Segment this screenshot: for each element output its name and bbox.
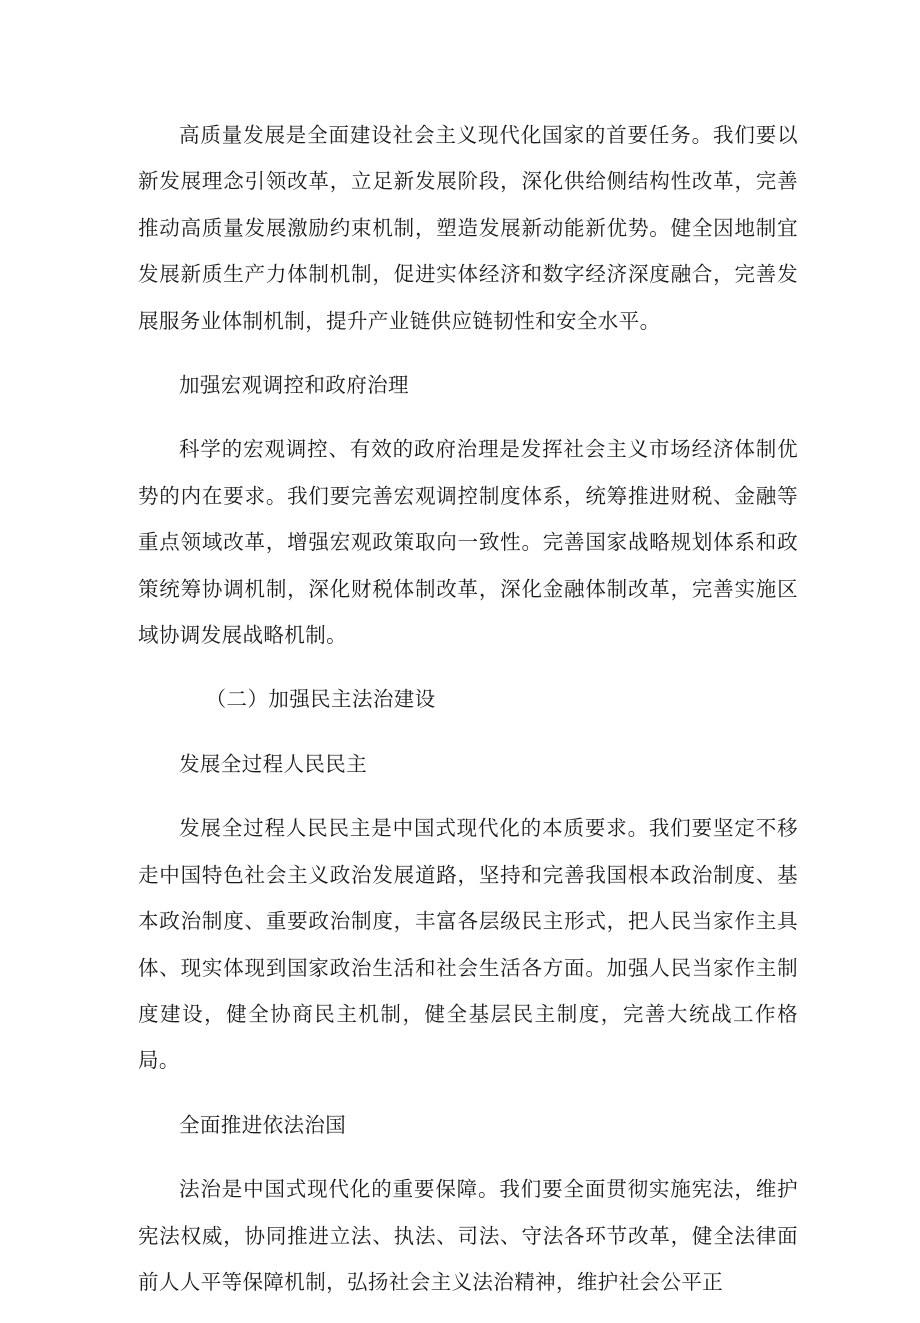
heading-macro-control: 加强宏观调控和政府治理 [179,373,409,398]
heading-whole-process-democracy: 发展全过程人民民主 [179,751,368,776]
paragraph-whole-process-democracy: 发展全过程人民民主是中国式现代化的本质要求。我们要坚定不移走中国特色社会主义政治发展道路，坚持和完善我国根本政治制度、基本政治制度、重要政治制度，丰富各层级民主形式，把人民当家作主具体、现实体现到国家政治生活和社会生活各方面。加强人民当家作主制度建设，健全协商民主机制，健全基层民主制度，完善大统战工作格局。 [138,816,798,1073]
section-title-democracy-rule-of-law: （二）加强民主法治建设 [205,687,436,712]
heading-rule-of-law: 全面推进依法治国 [179,1112,347,1137]
paragraph-high-quality-development: 高质量发展是全面建设社会主义现代化国家的首要任务。我们要以新发展理念引领改革，立足新发展阶段，深化供给侧结构性改革，完善推动高质量发展激励约束机制，塑造发展新动能新优势。健全因地制宜发展新质生产力体制机制，促进实体经济和数字经济深度融合，完善发展服务业体制机制，提升产业链供应链韧性和安全水平。 [138,123,798,333]
paragraph-macro-control: 科学的宏观调控、有效的政府治理是发挥社会主义市场经济体制优势的内在要求。我们要完善宏观调控制度体系，统筹推进财税、金融等重点领域改革，增强宏观政策取向一致性。完善国家战略规划体系和政策统筹协调机制，深化财税体制改革，深化金融体制改革，完善实施区域协调发展战略机制。 [138,437,798,648]
paragraph-rule-of-law: 法治是中国式现代化的重要保障。我们要全面贯彻实施宪法，维护宪法权威，协同推进立法、执法、司法、守法各环节改革，健全法律面前人人平等保障机制，弘扬社会主义法治精神，维护社会公平正 [138,1177,798,1294]
document-page [138,112,798,1323]
